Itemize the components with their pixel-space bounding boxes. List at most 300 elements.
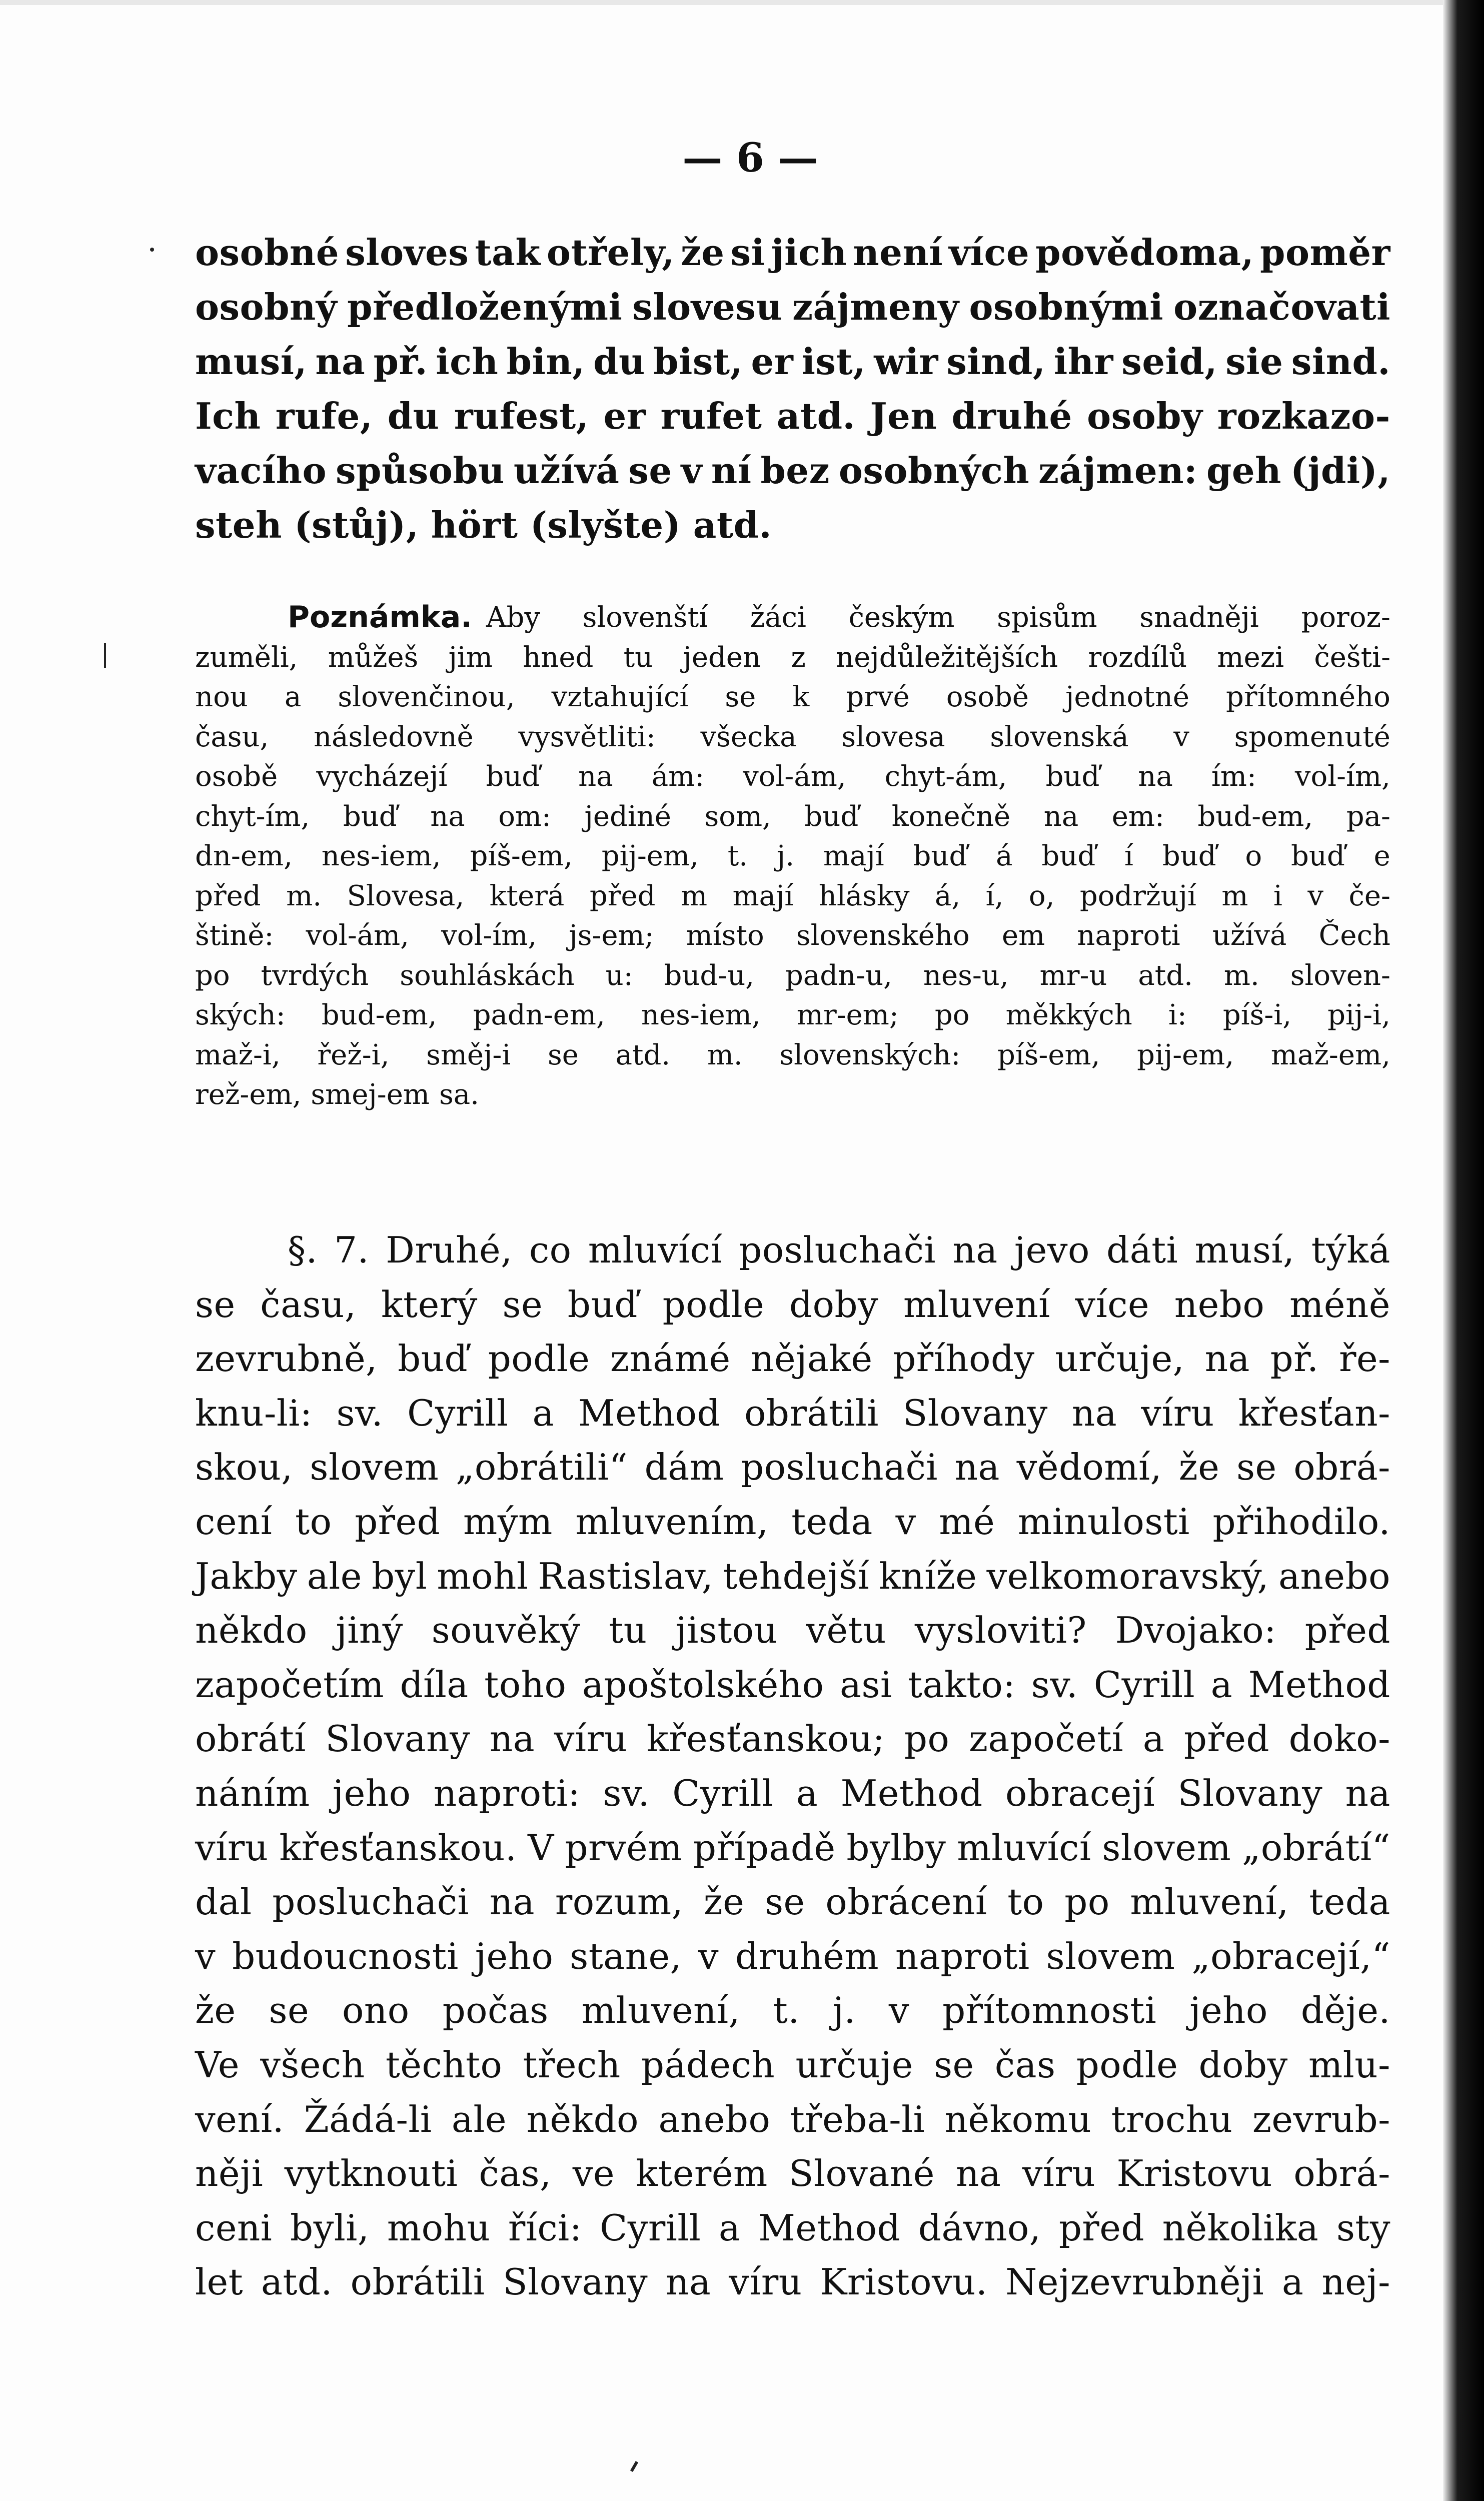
word: m. <box>286 879 322 912</box>
section-line <box>195 1440 1390 1495</box>
word: jednotné <box>1065 681 1189 713</box>
word: Slované <box>789 2152 935 2195</box>
word: Method <box>578 1392 721 1434</box>
word: př. <box>373 340 428 383</box>
word: se <box>195 1283 236 1326</box>
word: jediné <box>584 800 671 833</box>
word: určuje, <box>1055 1338 1185 1380</box>
word: spomenuté <box>1234 720 1390 753</box>
word: počas <box>442 1989 549 2032</box>
word: osobných <box>838 449 1030 492</box>
word: a <box>284 681 302 713</box>
word: nějaké <box>751 1338 873 1380</box>
word: ist, <box>801 340 866 383</box>
word: teda <box>791 1500 873 1543</box>
word: se <box>1236 1446 1277 1489</box>
word: si <box>730 231 765 274</box>
word: případě <box>693 1826 836 1869</box>
word: na <box>430 800 465 833</box>
word: du <box>593 340 645 383</box>
word: na <box>1138 760 1173 793</box>
word: jevo <box>1014 1229 1090 1271</box>
word: Aby <box>486 601 540 634</box>
word: ve <box>572 2152 615 2195</box>
word: v <box>1173 720 1189 753</box>
word: padn-u, <box>785 959 892 992</box>
word: er <box>603 395 646 437</box>
word: českým <box>848 601 955 634</box>
word: hlásky <box>818 879 910 912</box>
word: zevrubně, <box>195 1338 378 1380</box>
word: obrá- <box>1293 2152 1390 2195</box>
word: obrátili <box>350 2261 485 2303</box>
word: tu <box>623 641 653 674</box>
word: není <box>853 231 943 274</box>
word: mezi <box>1217 641 1284 674</box>
note-line <box>195 757 1390 797</box>
word: slovem <box>1046 1935 1175 1977</box>
word: to <box>295 1500 332 1543</box>
word: sv. <box>1031 1663 1078 1706</box>
word: více <box>1075 1283 1150 1326</box>
word: ceni <box>195 2206 273 2249</box>
word: bez <box>760 449 830 492</box>
word: užívá <box>513 449 620 492</box>
section-line <box>195 2201 1390 2255</box>
word: vol-ám, <box>743 760 846 793</box>
section-line <box>195 2038 1390 2092</box>
word: á, <box>934 879 961 912</box>
word: předloženými <box>347 286 623 328</box>
word: která <box>489 879 565 912</box>
word: z <box>791 641 806 674</box>
word: naproti: <box>433 1772 581 1814</box>
word: na <box>956 2152 1001 2195</box>
word: jim <box>448 641 493 674</box>
section-7 <box>195 1223 1390 2309</box>
word: doby <box>1198 2043 1288 2086</box>
word: víru <box>1022 2152 1096 2195</box>
word: Cyrill <box>600 2206 701 2249</box>
section-line <box>195 1278 1390 1332</box>
word: před <box>355 1500 441 1543</box>
word: jistou <box>675 1609 778 1652</box>
section-line <box>195 1658 1390 1712</box>
word: na <box>954 1446 1000 1489</box>
word: kníže <box>879 1555 977 1597</box>
word: poroz- <box>1301 601 1390 634</box>
word: toho <box>484 1663 567 1706</box>
word: doby <box>789 1283 879 1326</box>
word: kterém <box>636 2152 768 2195</box>
scan-speck <box>630 2461 638 2472</box>
paragraph-1 <box>195 225 1390 552</box>
scan-right-edge <box>1443 0 1484 2501</box>
word: křesťanskou; <box>646 1718 885 1760</box>
word: atd. <box>615 1038 671 1071</box>
word: maž-i, <box>195 1038 281 1071</box>
word: jeho <box>332 1772 411 1814</box>
word: osobný <box>195 286 338 328</box>
word: žáci <box>750 601 806 634</box>
word: Kristovu. <box>820 2261 988 2303</box>
word: „obrátili“ <box>456 1446 628 1489</box>
word: užívá <box>1212 919 1287 952</box>
word: se <box>502 1283 543 1326</box>
word: prvém <box>565 1826 683 1869</box>
word: který <box>381 1283 478 1326</box>
word: Slovany <box>503 2261 648 2303</box>
word: naproti <box>1077 919 1180 952</box>
word: slovesa <box>841 720 945 753</box>
word: osobné <box>195 231 340 274</box>
word: m. <box>707 1038 743 1071</box>
word: a <box>1142 1718 1165 1760</box>
word: času, <box>260 1283 357 1326</box>
word: sa. <box>439 1078 479 1111</box>
word: druhé <box>951 395 1072 437</box>
word: víru <box>729 2261 802 2303</box>
word: co <box>529 1229 572 1271</box>
word: někdo <box>195 1609 308 1652</box>
word: na <box>666 2261 711 2303</box>
section-line <box>195 1766 1390 1821</box>
word: píš-em, <box>470 840 573 872</box>
note-line <box>195 1035 1390 1075</box>
word: čas, <box>479 2152 552 2195</box>
word: pij-em, <box>1137 1038 1234 1071</box>
section-line <box>195 2092 1390 2147</box>
word: let <box>195 2261 244 2303</box>
word: bud-em, <box>1197 800 1313 833</box>
word: říci: <box>508 2206 582 2249</box>
section-line <box>195 2146 1390 2201</box>
section-line <box>195 1875 1390 1929</box>
word: vytknouti <box>284 2152 458 2195</box>
word: náním <box>195 1772 310 1814</box>
word: díla <box>400 1663 469 1706</box>
word: sloven- <box>1290 959 1390 992</box>
word: buď <box>1041 840 1096 872</box>
word: i: <box>1168 999 1187 1031</box>
word: někomu <box>944 2098 1092 2140</box>
section-line <box>195 1929 1390 1984</box>
word: třech <box>523 2043 621 2086</box>
word: v <box>895 1500 916 1543</box>
word: třeba-li <box>790 2098 925 2140</box>
word: započetím <box>195 1663 384 1706</box>
word: po <box>934 999 970 1031</box>
word: a <box>532 1392 554 1434</box>
word: měkkých <box>1005 999 1132 1031</box>
word: skou, <box>195 1446 293 1489</box>
word: zájmen: <box>1038 449 1198 492</box>
section-line <box>195 1983 1390 2038</box>
word: rozkazo- <box>1217 395 1390 437</box>
word: nebo <box>1174 1283 1265 1326</box>
note-label: Poznámka. <box>288 600 473 635</box>
word: a <box>1210 1663 1233 1706</box>
word: jeden <box>683 641 761 674</box>
word: atd. <box>693 504 772 546</box>
word: všech <box>260 2043 365 2086</box>
word: před <box>1183 1718 1270 1760</box>
word: Nejzevrubněji <box>1005 2261 1264 2303</box>
word: na <box>315 340 366 383</box>
word: asi <box>840 1663 892 1706</box>
word: bin, <box>506 340 585 383</box>
section-line <box>195 1332 1390 1386</box>
word: vacího <box>195 449 327 492</box>
word: „obracejí,“ <box>1191 1935 1390 1977</box>
word: Slovesa, <box>347 879 465 912</box>
word: byli, <box>290 2206 370 2249</box>
word: če- <box>1348 879 1390 912</box>
word: řež-i, <box>317 1038 390 1071</box>
word: jeho <box>475 1935 554 1977</box>
word: v <box>888 1989 910 2032</box>
word: slovenská <box>990 720 1129 753</box>
word: vení. <box>195 2098 285 2140</box>
word: na <box>489 1881 535 1923</box>
note-line <box>195 876 1390 916</box>
word: Cyrill <box>672 1772 774 1814</box>
word: js-em; <box>569 919 654 952</box>
word: ale <box>451 2098 507 2140</box>
word: ím: <box>1211 760 1256 793</box>
word: em: <box>1111 800 1164 833</box>
word: buď <box>486 760 540 793</box>
word: píš-i, <box>1222 999 1291 1031</box>
word: buď <box>1162 840 1216 872</box>
word: rozdílů <box>1088 641 1187 674</box>
word: se <box>765 1881 805 1923</box>
word: rozum, <box>555 1881 684 1923</box>
word: anebo <box>658 2098 771 2140</box>
word: těchto <box>385 2043 503 2086</box>
word: pij-i, <box>1327 999 1390 1031</box>
word: mluvící <box>588 1229 723 1271</box>
note-line <box>195 677 1390 717</box>
word: čas <box>994 2043 1056 2086</box>
word: přítomného <box>1226 681 1390 713</box>
word: ře- <box>1339 1338 1390 1380</box>
section-line <box>195 1386 1390 1441</box>
word: rufest, <box>454 395 589 437</box>
word: mlu- <box>1308 2043 1390 2086</box>
word: wir <box>874 340 938 383</box>
word: j. <box>776 840 795 872</box>
word: Method <box>1248 1663 1390 1706</box>
word: Žádá-li <box>304 2098 432 2140</box>
note-paragraph <box>195 598 1390 1115</box>
word: ono <box>342 1989 410 2032</box>
word: snadněji <box>1139 601 1259 634</box>
word: om: <box>498 800 551 833</box>
word: příhody <box>893 1338 1035 1380</box>
word: v <box>195 1935 216 1977</box>
word: (stůj), <box>294 504 419 546</box>
word: mluvení, <box>1130 1881 1289 1923</box>
word: musí, <box>1194 1229 1295 1271</box>
note-line <box>195 995 1390 1035</box>
word: vztahující <box>551 681 689 713</box>
word: následovně <box>314 720 474 753</box>
word: můžeš <box>328 641 419 674</box>
word: na <box>1345 1772 1390 1814</box>
word: du <box>387 395 440 437</box>
text-line <box>195 334 1390 389</box>
word: byl <box>371 1555 428 1597</box>
word: započetí <box>968 1718 1124 1760</box>
word: (jdi), <box>1290 449 1390 492</box>
word: buď <box>1291 840 1345 872</box>
word: V <box>528 1826 554 1869</box>
note-first-line <box>195 598 1390 638</box>
word: hört <box>431 504 518 546</box>
word: vol-ím, <box>1294 760 1390 793</box>
word: knu-li: <box>195 1392 313 1434</box>
word: osobě <box>195 760 278 793</box>
word: Cyrill <box>407 1392 509 1434</box>
word: u: <box>605 959 633 992</box>
word: na <box>1043 800 1079 833</box>
word: sie <box>1225 340 1283 383</box>
word: tehdejší <box>723 1555 870 1597</box>
word: hned <box>523 641 594 674</box>
word: několika <box>1162 2206 1319 2249</box>
word: Dvojako: <box>1115 1609 1276 1652</box>
word: sloves <box>345 231 469 274</box>
word: padn-em, <box>473 999 605 1031</box>
word: pádech <box>641 2043 775 2086</box>
word: i <box>1273 879 1282 912</box>
word: Slovany <box>1177 1772 1323 1814</box>
word: pa- <box>1346 800 1390 833</box>
word: obrácení <box>825 1881 987 1923</box>
word: nou <box>195 681 248 713</box>
word: děje. <box>1300 1989 1390 2032</box>
word: se <box>934 2043 974 2086</box>
word: mr-u <box>1039 959 1107 992</box>
word: prvé <box>846 681 910 713</box>
text-line <box>195 225 1390 280</box>
word: štině: <box>195 919 274 952</box>
section-line <box>195 1821 1390 1875</box>
word: nes-iem, <box>641 999 761 1031</box>
note-line <box>195 717 1390 757</box>
word: méně <box>1289 1283 1390 1326</box>
word: že <box>1178 1446 1220 1489</box>
word: mluvení <box>903 1283 1050 1326</box>
word: ských: <box>195 999 286 1031</box>
note-line <box>195 956 1390 996</box>
word: osoby <box>1087 395 1203 437</box>
word: obrá- <box>1293 1446 1390 1489</box>
note-line <box>195 797 1390 837</box>
word: mají <box>823 840 884 872</box>
word: zevrub- <box>1252 2098 1390 2140</box>
word: tu <box>609 1609 647 1652</box>
word: chyt-ám, <box>884 760 1007 793</box>
word: tvrdých <box>261 959 369 992</box>
text-line <box>195 280 1390 334</box>
word: větu <box>806 1609 886 1652</box>
word: Jen <box>870 395 937 437</box>
word: češti- <box>1314 641 1390 674</box>
section-line <box>195 1549 1390 1604</box>
word: před <box>1058 2206 1145 2249</box>
word: Method <box>758 2206 901 2249</box>
word: rež-em, <box>195 1078 302 1111</box>
word: někdo <box>526 2098 639 2140</box>
word: buď <box>567 1283 638 1326</box>
word: víru <box>1141 1392 1214 1434</box>
word: §. <box>288 1229 318 1271</box>
word: zuměli, <box>195 641 298 674</box>
word: steh <box>195 504 282 546</box>
note-line <box>195 836 1390 876</box>
word: posluchači <box>741 1446 938 1489</box>
word: určuje <box>795 2043 913 2086</box>
word: maž-em, <box>1270 1038 1390 1071</box>
word: vědomí, <box>1016 1446 1162 1489</box>
word: seid, <box>1121 340 1217 383</box>
scan-speck <box>104 643 106 668</box>
word: geh <box>1206 449 1282 492</box>
word: mr-em; <box>796 999 899 1031</box>
word: m <box>1221 879 1248 912</box>
word: osobě <box>946 681 1029 713</box>
word: před <box>1304 1609 1390 1652</box>
word: pij-em, <box>601 840 699 872</box>
word: souvěký <box>431 1609 581 1652</box>
word: podle <box>1076 2043 1178 2086</box>
word: sind. <box>1291 340 1390 383</box>
word: nes-u, <box>923 959 1009 992</box>
word: Jakby <box>195 1555 298 1597</box>
word: po <box>195 959 230 992</box>
word: podle <box>488 1338 590 1380</box>
word: ihr <box>1053 340 1113 383</box>
word: spůsobu <box>335 449 505 492</box>
word: mohl <box>437 1555 529 1597</box>
word: em <box>1001 919 1045 952</box>
word: t. <box>727 840 748 872</box>
word: jich <box>771 231 847 274</box>
word: mluvení, <box>581 1989 740 2032</box>
word: som, <box>704 800 771 833</box>
word: buď <box>1045 760 1100 793</box>
section-line <box>195 1603 1390 1658</box>
word: slovem <box>310 1446 439 1489</box>
word: a <box>719 2206 741 2249</box>
section-line <box>195 1223 1390 1278</box>
word: t. <box>773 1989 800 2032</box>
word: naproti <box>895 1935 1030 1977</box>
word: stane, <box>570 1935 682 1977</box>
word: podržují <box>1079 879 1196 912</box>
word: na <box>578 760 613 793</box>
word: a <box>796 1772 818 1814</box>
word: nej- <box>1321 2261 1390 2303</box>
word: Ich <box>195 395 261 437</box>
word: buď <box>343 800 397 833</box>
word: v <box>681 449 702 492</box>
page-number: — 6 — <box>682 134 818 181</box>
word: sv. <box>603 1772 650 1814</box>
word: cení <box>195 1500 273 1543</box>
